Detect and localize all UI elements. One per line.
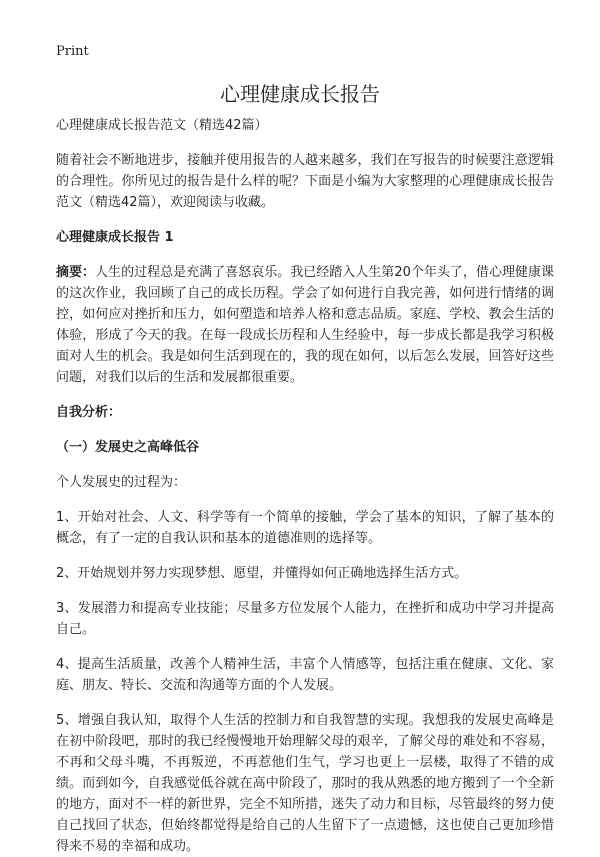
self-analysis-heading: 自我分析： xyxy=(56,405,122,420)
abstract-label: 摘要： xyxy=(56,265,96,280)
list-item: 2、开始规划并努力实现梦想、愿望，并懂得如何正确地选择生活方式。 xyxy=(56,566,468,581)
list-item: 4、提高生活质量，改善个人精神生活，丰富个人情感等，包括注重在健康、文化、家庭、朋友、特长、交流和沟通等方面的个人发展。 xyxy=(56,657,554,693)
document-subtitle: 心理健康成长报告范文（精选42篇） xyxy=(56,118,268,133)
list-item: 1、开始对社会、人文、科学等有一个简单的接触，学会了基本的知识，了解了基本的概念，有了一定的自我认识和基本的道德准则的选择等。 xyxy=(56,510,554,546)
print-link[interactable]: Print xyxy=(56,44,89,59)
section-heading-report-1: 心理健康成长报告 1 xyxy=(56,230,174,245)
list-item: 3、发展潜力和提高专业技能；尽量多方位发展个人能力，在挫折和成功中学习并提高自己。 xyxy=(56,601,554,637)
document-body xyxy=(56,115,554,857)
intro-paragraph: 随着社会不断地进步，接触并使用报告的人越来越多，我们在写报告的时候要注意逻辑的合理性。你所见过的报告是什么样的呢？下面是小编为大家整理的心理健康成长报告范文（精选42篇），欢迎阅读与收藏。 xyxy=(56,153,554,210)
page-title: 心理健康成长报告 xyxy=(220,82,380,106)
abstract-paragraph xyxy=(56,262,554,388)
subsection-heading-peaks-valleys: （一）发展史之高峰低谷 xyxy=(56,440,200,455)
list-item: 5、增强自我认知，取得个人生活的控制力和自我智慧的实现。我想我的发展史高峰是在初中阶段吧，那时的我已经慢慢地开始理解父母的艰辛，了解父母的难处和不容易，不再和父母斗嘴，不再叛逆，不再惹他们生气，学习也更上一层楼，取得了不错的成绩。而到如今，自我感觉低谷就在高中阶段了，那时的我从熟悉的地方搬到了一个全新的地方，面对不一样的新世界，完全不知所措，迷失了动力和目标，尽管最终的努力使自己找回了状态，但始终都觉得是给自己的人生留下了一点遗憾，这也使自己更加珍惜得来不易的幸福和成功。 xyxy=(56,713,554,854)
abstract-text: 人生的过程总是充满了喜怒哀乐。我已经踏入人生第20个年头了，借心理健康课的这次作业，我回顾了自己的成长历程。学会了如何进行自我完善，如何进行情绪的调控，如何应对挫折和压力，如何塑造和培养人格和意志品质。家庭、学校、教会生活的体验，形成了今天的我。在每一段成长历程和人生经验中，每一步成长都是我学习积极面对人生的机会。我是如何生活到现在的，我的现在如何，以后怎么发展，回答好这些问题，对我们以后的生活和发展都很重要。 xyxy=(56,265,554,385)
process-intro: 个人发展史的过程为： xyxy=(56,475,187,490)
